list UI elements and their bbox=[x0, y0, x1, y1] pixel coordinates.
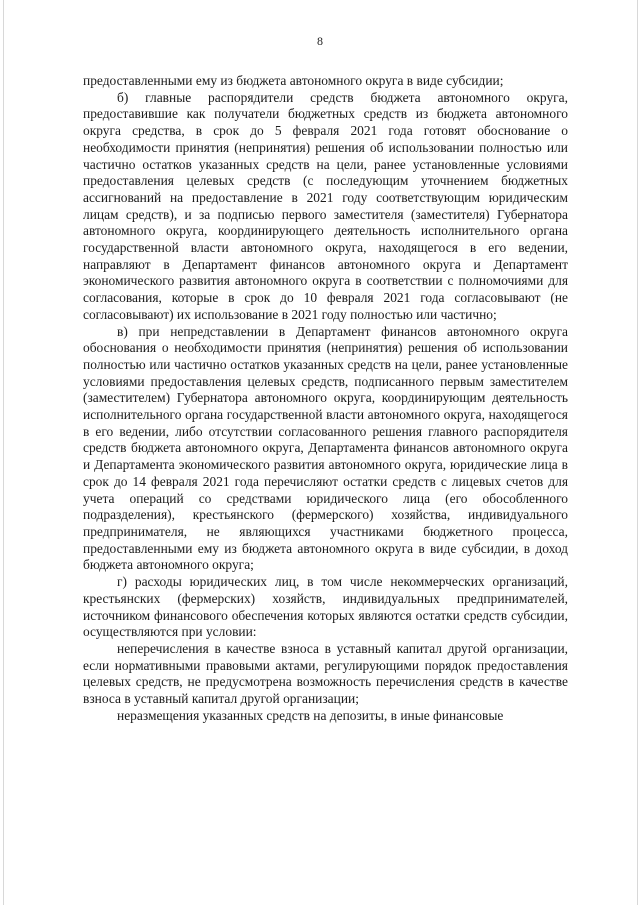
scan-edge-right bbox=[637, 0, 638, 905]
scan-edge-left bbox=[3, 0, 4, 905]
paragraph-condition-2: неразмещения указанных средств на депозиты, в иные финансовые bbox=[117, 707, 504, 723]
paragraph-item-v: в) при непредставлении в Департамент финансов автономного округа обоснования о необходимости принятия (непринятия) решения об использовании полностью или частично остатков указанных средств на цели, ранее установленные условиями предоставления целевых средств, подписанного первым заместителем (заместителем) Губернатора автономного округа, координирующим деятельность исполнительного органа государственной власти автономного округа, находящегося в его ведении, либо отсутствии согласованного решения главного распорядителя средств бюджета автономного округа, Департамента финансов автономного округа и Департамента экономического развития автономного округа, юридические лица в срок до 14 февраля 2021 года перечисляют остатки средств с лицевых счетов для учета операций со средствами юридического лица (его обособленного подразделения), крестьянского (фермерского) хозяйства, индивидуального предпринимателя, не являющихся участниками бюджетного процесса, предоставленными ему из бюджета автономного округа в виде субсидии, в доход бюджета автономного округа; bbox=[83, 323, 568, 573]
page-number: 8 bbox=[317, 34, 323, 48]
paragraph-continuation: предоставленными ему из бюджета автономного округа в виде субсидии; bbox=[83, 73, 504, 88]
paragraph-item-b: б) главные распорядители средств бюджета автономного округа, предоставившие как получатели бюджетных средств из бюджета автономного округа средства, в срок до 5 февраля 2021 года готовят обоснование о необходимости принятия (непринятия) решения об использовании полностью или частично остатков указанных средств на цели, ранее установленные условиями предоставления целевых средств (с последующим уточнением бюджетных ассигнований на предоставление в 2021 году соответствующим юридическим лицам средств), и за подписью первого заместителя (заместителя) Губернатора автономного округа, координирующего деятельность исполнительного органа государственной власти автономного округа, находящегося в его ведении, направляют в Департамент финансов автономного округа и Департамент экономического развития автономного округа в соответствии с полномочиями для согласования, которые в срок до 10 февраля 2021 года согласовывают (не согласовывают) их использование в 2021 году полностью или частично; bbox=[83, 89, 568, 322]
paragraph-condition-1: неперечисления в качестве взноса в уставный капитал другой организации, если нормативными правовыми актами, регулирующими порядок предоставления целевых средств, не предусмотрена возможность перечисления средств в качестве взноса в уставный капитал другой организации; bbox=[83, 640, 568, 707]
paragraph-item-g: г) расходы юридических лиц, в том числе некоммерческих организаций, крестьянских (фермерских) хозяйств, индивидуальных предпринимателей, источником финансового обеспечения которых являются остатки средств субсидии, осуществляются при условии: bbox=[83, 574, 568, 640]
body-text bbox=[83, 73, 568, 724]
